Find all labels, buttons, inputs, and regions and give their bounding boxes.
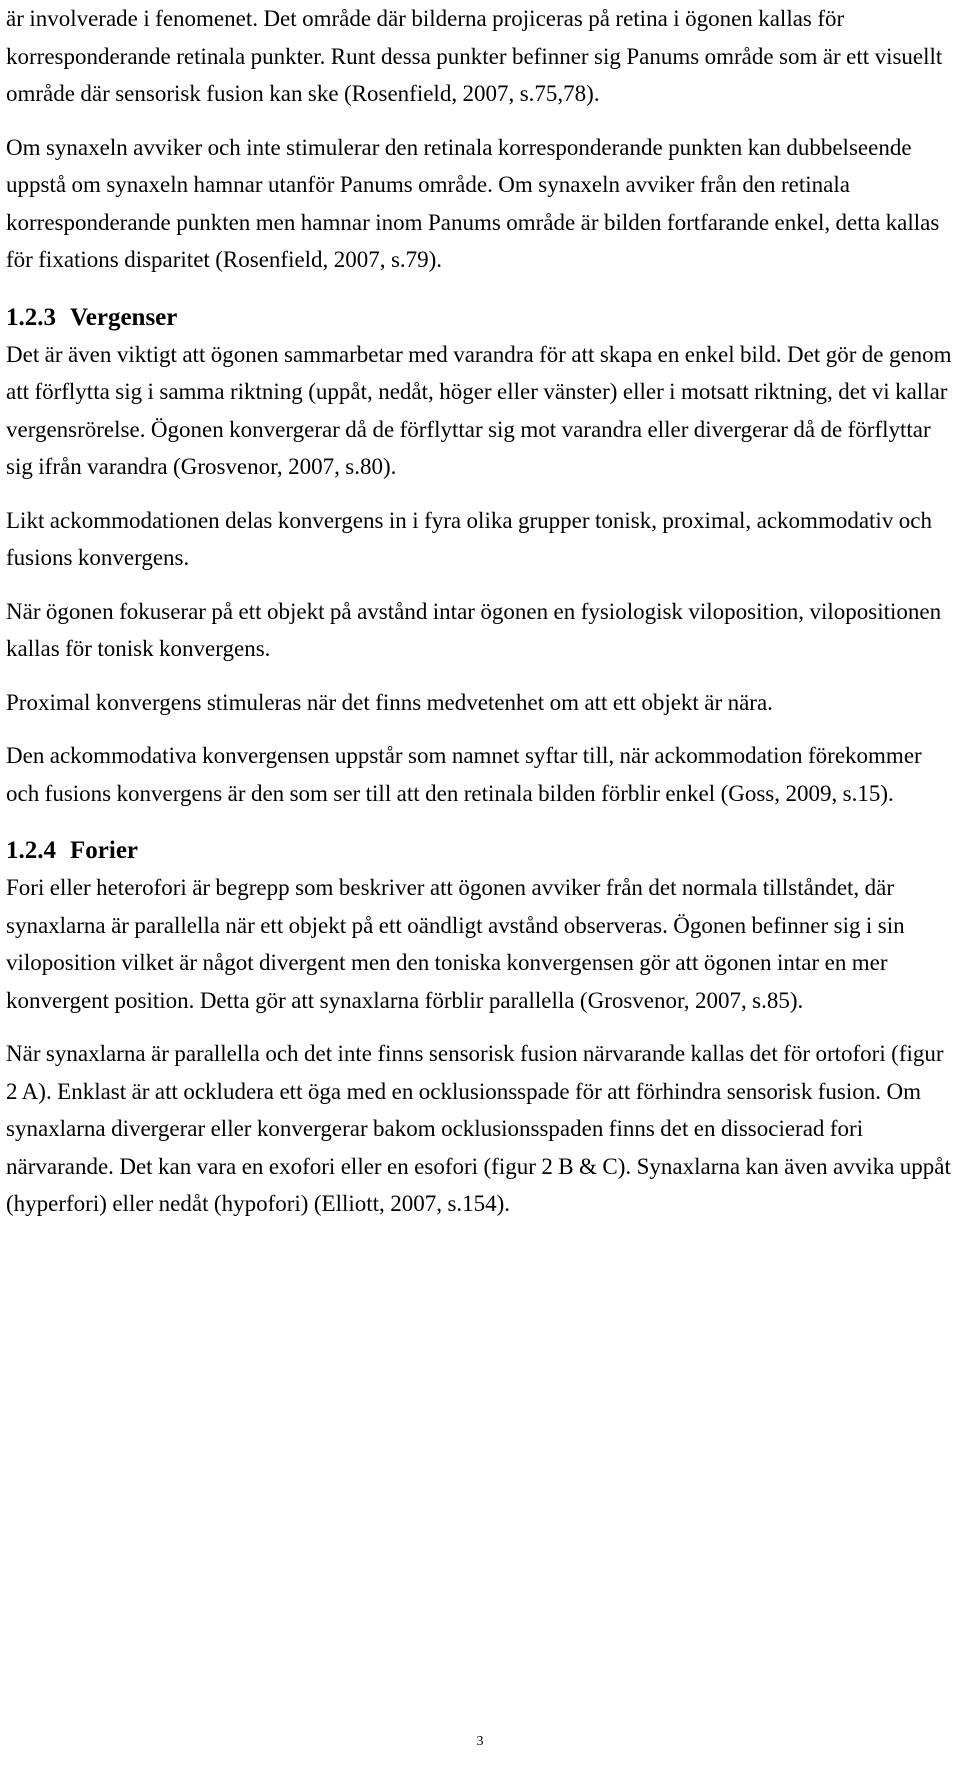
- document-page: [6, 0, 954, 1223]
- paragraph-convergence-groups: Likt ackommodationen delas konvergens in i fyra olika grupper tonisk, proximal, ackommodativ och fusions konvergens.: [6, 507, 932, 570]
- section-heading-forier: [6, 832, 954, 869]
- section-title: Forier: [70, 837, 139, 864]
- paragraph-synaxis-deviation: Om synaxeln avviker och inte stimulerar den retinala korresponderande punkten kan dubbelseende uppstå om synaxeln hamnar utanför Panums område. Om synaxeln avviker från den retinala korresponderande punkten men hamnar inom Panums område är bilden fortfarande enkel, detta kallas för fixations disparitet (Rosenfield, 2007, s.79).: [6, 134, 940, 272]
- section-number: 1.2.3: [6, 303, 56, 331]
- paragraph-proximal-convergence: Proximal konvergens stimuleras när det finns medvetenhet om att ett objekt är nära.: [6, 689, 773, 715]
- section-title: Vergenser: [70, 303, 178, 331]
- section-number: 1.2.4: [6, 837, 56, 864]
- paragraph-heterophoria: Fori eller heterofori är begrepp som beskriver att ögonen avviker från det normala tillståndet, där synaxlarna är parallella när ett objekt på ett oändligt avstånd observeras. Ögonen befinner sig i sin viloposition vilket är något divergent men den toniska konvergensen gör att ögonen intar en mer konvergent position. Detta gör att synaxlarna förblir parallella (Grosvenor, 2007, s.85).: [6, 875, 905, 1013]
- paragraph-panums-area: är involverade i fenomenet. Det område där bilderna projiceras på retina i ögonen kallas för korresponderande retinala punkter. Runt dessa punkter befinner sig Panums område som är ett visuellt område där sensorisk fusion kan ske (Rosenfield, 2007, s.75,78).: [6, 6, 943, 106]
- paragraph-orthophoria: När synaxlarna är parallella och det inte finns sensorisk fusion närvarande kallas det för ortofori (figur 2 A). Enklast är att ockludera ett öga med en ocklusionsspade för att förhindra sensorisk fusion. Om synaxlarna divergerar eller konvergerar bakom ocklusionsspaden finns det en dissocierad fori närvarande. Det kan vara en exofori eller en esofori (figur 2 B & C). Synaxlarna kan även avvika uppåt (hyperfori) eller nedåt (hypofori) (Elliott, 2007, s.154).: [6, 1041, 951, 1216]
- page-number: 3: [476, 1734, 484, 1749]
- paragraph-vergence-intro: Det är även viktigt att ögonen sammarbetar med varandra för att skapa en enkel bild. Det gör de genom att förflytta sig i samma riktning (uppåt, nedåt, höger eller vänster) eller i motsatt riktning, det vi kallar vergensrörelse. Ögonen konvergerar då de förflyttar sig mot varandra eller divergerar då de förflyttar sig ifrån varandra (Grosvenor, 2007, s.80).: [6, 341, 952, 479]
- section-heading-vergenser: [6, 299, 954, 336]
- paragraph-accommodative-convergence: Den ackommodativa konvergensen uppstår som namnet syftar till, när ackommodation förekommer och fusions konvergens är den som ser till att den retinala bilden förblir enkel (Goss, 2009, s.15).: [6, 743, 922, 806]
- paragraph-tonic-convergence: När ögonen fokuserar på ett objekt på avstånd intar ögonen en fysiologisk viloposition, vilopositionen kallas för tonisk konvergens.: [6, 598, 942, 661]
